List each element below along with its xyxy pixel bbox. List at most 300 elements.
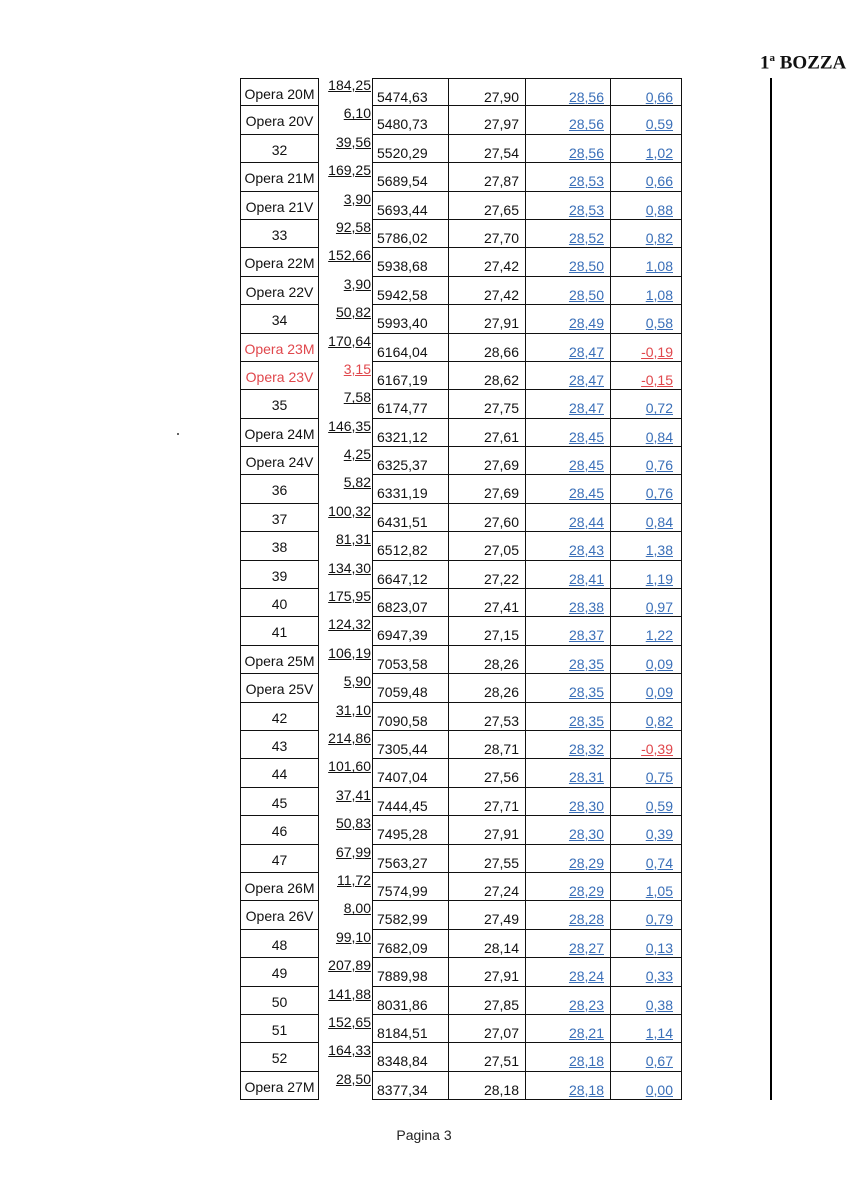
elevation-difference-value: 1,22 bbox=[645, 627, 673, 644]
table-row bbox=[0, 475, 848, 503]
ground-elevation-cell: 27,15 bbox=[449, 617, 526, 645]
reference-elevation-value: 28,45 bbox=[568, 457, 604, 474]
table-row bbox=[0, 163, 848, 191]
table-row bbox=[0, 135, 848, 163]
cumulative-distance-cell: 6164,04 bbox=[372, 334, 449, 362]
reference-elevation-value: 28,31 bbox=[568, 769, 604, 786]
reference-elevation-cell bbox=[526, 135, 611, 163]
elevation-difference-cell bbox=[611, 930, 682, 958]
section-name-cell: 32 bbox=[240, 135, 319, 163]
reference-elevation-value: 28,45 bbox=[568, 428, 604, 445]
reference-elevation-value: 28,50 bbox=[568, 286, 604, 303]
ground-elevation-cell: 27,49 bbox=[449, 901, 526, 929]
partial-distance-cell bbox=[320, 561, 372, 589]
partial-distance-value: 28,50 bbox=[335, 1070, 371, 1087]
cumulative-distance-cell: 5520,29 bbox=[372, 135, 449, 163]
reference-elevation-value: 28,35 bbox=[568, 655, 604, 672]
partial-distance-cell bbox=[320, 845, 372, 873]
elevation-difference-value: 0,59 bbox=[645, 116, 673, 133]
partial-distance-cell bbox=[320, 305, 372, 333]
section-name-cell: 37 bbox=[240, 504, 319, 532]
elevation-difference-cell bbox=[611, 305, 682, 333]
section-name-cell: Opera 20V bbox=[240, 106, 319, 134]
elevation-difference-value: 1,19 bbox=[645, 570, 673, 587]
ground-elevation-cell: 27,91 bbox=[449, 958, 526, 986]
cumulative-distance-cell: 7305,44 bbox=[372, 731, 449, 759]
section-name-cell: Opera 25V bbox=[240, 674, 319, 702]
partial-distance-cell bbox=[320, 703, 372, 731]
reference-elevation-cell bbox=[526, 788, 611, 816]
elevation-difference-value: 0,82 bbox=[645, 229, 673, 246]
cumulative-distance-cell: 8348,84 bbox=[372, 1043, 449, 1071]
reference-elevation-value: 28,47 bbox=[568, 400, 604, 417]
cumulative-distance-cell: 6431,51 bbox=[372, 504, 449, 532]
section-name-cell: 42 bbox=[240, 703, 319, 731]
table-row bbox=[0, 390, 848, 418]
reference-elevation-value: 28,35 bbox=[568, 712, 604, 729]
section-name-cell: 33 bbox=[240, 220, 319, 248]
reference-elevation-cell bbox=[526, 504, 611, 532]
section-name-cell: 45 bbox=[240, 788, 319, 816]
cumulative-distance-cell: 7495,28 bbox=[372, 816, 449, 844]
elevation-difference-value: 0,38 bbox=[645, 996, 673, 1013]
partial-distance-cell bbox=[320, 362, 372, 390]
reference-elevation-cell bbox=[526, 901, 611, 929]
section-name-cell: 48 bbox=[240, 930, 319, 958]
partial-distance-cell bbox=[320, 1015, 372, 1043]
cumulative-distance-cell: 6325,37 bbox=[372, 447, 449, 475]
reference-elevation-cell bbox=[526, 419, 611, 447]
reference-elevation-cell bbox=[526, 475, 611, 503]
elevation-difference-value: 1,02 bbox=[645, 144, 673, 161]
reference-elevation-cell bbox=[526, 759, 611, 787]
table-row bbox=[0, 192, 848, 220]
reference-elevation-value: 28,32 bbox=[568, 740, 604, 757]
reference-elevation-cell bbox=[526, 163, 611, 191]
cumulative-distance-cell: 6321,12 bbox=[372, 419, 449, 447]
elevation-difference-cell bbox=[611, 475, 682, 503]
partial-distance-cell bbox=[320, 646, 372, 674]
reference-elevation-value: 28,30 bbox=[568, 826, 604, 843]
partial-distance-cell bbox=[320, 447, 372, 475]
reference-elevation-value: 28,37 bbox=[568, 627, 604, 644]
section-name-cell: 47 bbox=[240, 845, 319, 873]
table-row bbox=[0, 362, 848, 390]
section-name-cell: Opera 26V bbox=[240, 901, 319, 929]
partial-distance-value: 5,90 bbox=[343, 673, 371, 690]
partial-distance-cell bbox=[320, 106, 372, 134]
reference-elevation-cell bbox=[526, 78, 611, 106]
elevation-difference-cell bbox=[611, 504, 682, 532]
elevation-difference-cell bbox=[611, 390, 682, 418]
elevation-difference-value: 0,79 bbox=[645, 911, 673, 928]
partial-distance-cell bbox=[320, 816, 372, 844]
partial-distance-value: 124,32 bbox=[328, 616, 371, 633]
ground-elevation-cell: 27,87 bbox=[449, 163, 526, 191]
cumulative-distance-cell: 7407,04 bbox=[372, 759, 449, 787]
section-name-cell: Opera 23V bbox=[240, 362, 319, 390]
section-name-cell: 44 bbox=[240, 759, 319, 787]
partial-distance-cell bbox=[320, 759, 372, 787]
ground-elevation-cell: 27,97 bbox=[449, 106, 526, 134]
partial-distance-value: 4,25 bbox=[343, 446, 371, 463]
elevation-difference-cell bbox=[611, 674, 682, 702]
reference-elevation-value: 28,47 bbox=[568, 371, 604, 388]
reference-elevation-value: 28,56 bbox=[568, 144, 604, 161]
elevation-difference-value: 0,84 bbox=[645, 513, 673, 530]
table-row bbox=[0, 561, 848, 589]
cumulative-distance-cell: 5474,63 bbox=[372, 78, 449, 106]
reference-elevation-cell bbox=[526, 816, 611, 844]
section-name-cell: Opera 21V bbox=[240, 192, 319, 220]
ground-elevation-cell: 27,22 bbox=[449, 561, 526, 589]
reference-elevation-value: 28,56 bbox=[568, 89, 604, 105]
partial-distance-value: 170,64 bbox=[328, 332, 371, 349]
elevation-difference-cell bbox=[611, 845, 682, 873]
reference-elevation-value: 28,41 bbox=[568, 570, 604, 587]
elevation-difference-value: 0,74 bbox=[645, 854, 673, 871]
partial-distance-cell bbox=[320, 390, 372, 418]
partial-distance-value: 92,58 bbox=[335, 218, 371, 235]
partial-distance-cell bbox=[320, 958, 372, 986]
reference-elevation-value: 28,50 bbox=[568, 258, 604, 275]
elevation-difference-cell bbox=[611, 78, 682, 106]
cumulative-distance-cell: 8031,86 bbox=[372, 987, 449, 1015]
partial-distance-value: 106,19 bbox=[328, 644, 371, 661]
cumulative-distance-cell: 7582,99 bbox=[372, 901, 449, 929]
partial-distance-value: 50,83 bbox=[335, 815, 371, 832]
reference-elevation-cell bbox=[526, 532, 611, 560]
cumulative-distance-cell: 8184,51 bbox=[372, 1015, 449, 1043]
elevation-difference-cell bbox=[611, 901, 682, 929]
partial-distance-value: 207,89 bbox=[328, 957, 371, 974]
elevation-difference-cell bbox=[611, 334, 682, 362]
section-name-cell: 40 bbox=[240, 589, 319, 617]
elevation-difference-cell bbox=[611, 277, 682, 305]
section-name-cell: 38 bbox=[240, 532, 319, 560]
ground-elevation-cell: 27,61 bbox=[449, 419, 526, 447]
cumulative-distance-cell: 8377,34 bbox=[372, 1072, 449, 1100]
partial-distance-cell bbox=[320, 901, 372, 929]
elevation-difference-cell bbox=[611, 532, 682, 560]
reference-elevation-cell bbox=[526, 703, 611, 731]
elevation-difference-cell bbox=[611, 135, 682, 163]
elevation-difference-value: 0,97 bbox=[645, 599, 673, 616]
partial-distance-value: 100,32 bbox=[328, 502, 371, 519]
section-name-cell: Opera 22V bbox=[240, 277, 319, 305]
elevation-difference-cell bbox=[611, 987, 682, 1015]
ground-elevation-cell: 27,56 bbox=[449, 759, 526, 787]
partial-distance-value: 152,65 bbox=[328, 1013, 371, 1030]
table-row bbox=[0, 901, 848, 929]
table-row bbox=[0, 873, 848, 901]
partial-distance-value: 184,25 bbox=[328, 77, 371, 93]
elevation-difference-value: 1,14 bbox=[645, 1024, 673, 1041]
ground-elevation-cell: 28,71 bbox=[449, 731, 526, 759]
reference-elevation-cell bbox=[526, 589, 611, 617]
ground-elevation-cell: 27,91 bbox=[449, 305, 526, 333]
ground-elevation-cell: 27,42 bbox=[449, 248, 526, 276]
elevation-difference-cell bbox=[611, 163, 682, 191]
table-row bbox=[0, 248, 848, 276]
reference-elevation-cell bbox=[526, 1015, 611, 1043]
section-name-cell: 35 bbox=[240, 390, 319, 418]
reference-elevation-cell bbox=[526, 248, 611, 276]
partial-distance-cell bbox=[320, 674, 372, 702]
table-row bbox=[0, 987, 848, 1015]
reference-elevation-value: 28,28 bbox=[568, 911, 604, 928]
table-row bbox=[0, 532, 848, 560]
partial-distance-value: 101,60 bbox=[328, 758, 371, 775]
ground-elevation-cell: 27,65 bbox=[449, 192, 526, 220]
table-row bbox=[0, 816, 848, 844]
cumulative-distance-cell: 5786,02 bbox=[372, 220, 449, 248]
ground-elevation-cell: 27,54 bbox=[449, 135, 526, 163]
section-name-cell: Opera 26M bbox=[240, 873, 319, 901]
section-name-cell: Opera 22M bbox=[240, 248, 319, 276]
reference-elevation-value: 28,56 bbox=[568, 116, 604, 133]
partial-distance-cell bbox=[320, 873, 372, 901]
elevation-difference-value: 0,82 bbox=[645, 712, 673, 729]
elevation-difference-value: 1,38 bbox=[645, 542, 673, 559]
partial-distance-cell bbox=[320, 731, 372, 759]
stamp-number: 1 bbox=[760, 52, 770, 74]
elevation-difference-value: 1,08 bbox=[645, 258, 673, 275]
elevation-difference-value: 0,33 bbox=[645, 968, 673, 985]
section-name-cell: 46 bbox=[240, 816, 319, 844]
table-row bbox=[0, 788, 848, 816]
cumulative-distance-cell: 7574,99 bbox=[372, 873, 449, 901]
reference-elevation-cell bbox=[526, 1043, 611, 1071]
elevation-difference-cell bbox=[611, 759, 682, 787]
table-row bbox=[0, 504, 848, 532]
reference-elevation-value: 28,53 bbox=[568, 201, 604, 218]
ground-elevation-cell: 27,69 bbox=[449, 447, 526, 475]
reference-elevation-cell bbox=[526, 731, 611, 759]
table-row bbox=[0, 1015, 848, 1043]
table-row bbox=[0, 731, 848, 759]
ground-elevation-cell: 27,85 bbox=[449, 987, 526, 1015]
profile-table bbox=[0, 78, 848, 1100]
table-row bbox=[0, 958, 848, 986]
elevation-difference-value: -0,19 bbox=[641, 343, 673, 360]
partial-distance-value: 31,10 bbox=[335, 701, 371, 718]
ground-elevation-cell: 28,62 bbox=[449, 362, 526, 390]
reference-elevation-value: 28,21 bbox=[568, 1024, 604, 1041]
partial-distance-cell bbox=[320, 788, 372, 816]
reference-elevation-cell bbox=[526, 987, 611, 1015]
table-row bbox=[0, 674, 848, 702]
ground-elevation-cell: 27,42 bbox=[449, 277, 526, 305]
section-name-cell: Opera 27M bbox=[240, 1072, 319, 1100]
cumulative-distance-cell: 5689,54 bbox=[372, 163, 449, 191]
partial-distance-cell bbox=[320, 532, 372, 560]
elevation-difference-value: 0,09 bbox=[645, 655, 673, 672]
partial-distance-cell bbox=[320, 987, 372, 1015]
partial-distance-value: 7,58 bbox=[343, 389, 371, 406]
section-name-cell: 43 bbox=[240, 731, 319, 759]
elevation-difference-cell bbox=[611, 816, 682, 844]
stamp-superscript: a bbox=[769, 52, 775, 64]
table-row bbox=[0, 1043, 848, 1071]
table-row bbox=[0, 845, 848, 873]
elevation-difference-value: 0,76 bbox=[645, 485, 673, 502]
ground-elevation-cell: 28,26 bbox=[449, 646, 526, 674]
reference-elevation-cell bbox=[526, 873, 611, 901]
reference-elevation-cell bbox=[526, 305, 611, 333]
partial-distance-value: 3,90 bbox=[343, 275, 371, 292]
partial-distance-value: 99,10 bbox=[335, 928, 371, 945]
partial-distance-cell bbox=[320, 930, 372, 958]
ground-elevation-cell: 28,66 bbox=[449, 334, 526, 362]
ground-elevation-cell: 27,51 bbox=[449, 1043, 526, 1071]
elevation-difference-value: 0,59 bbox=[645, 797, 673, 814]
reference-elevation-value: 28,53 bbox=[568, 173, 604, 190]
reference-elevation-cell bbox=[526, 646, 611, 674]
ground-elevation-cell: 27,91 bbox=[449, 816, 526, 844]
table-row bbox=[0, 930, 848, 958]
partial-distance-value: 6,10 bbox=[343, 105, 371, 122]
ground-elevation-cell: 27,24 bbox=[449, 873, 526, 901]
partial-distance-value: 3,15 bbox=[343, 360, 371, 377]
partial-distance-cell bbox=[320, 192, 372, 220]
elevation-difference-value: 0,66 bbox=[645, 173, 673, 190]
partial-distance-cell bbox=[320, 78, 372, 106]
table-row bbox=[0, 334, 848, 362]
cumulative-distance-cell: 7053,58 bbox=[372, 646, 449, 674]
partial-distance-value: 169,25 bbox=[328, 162, 371, 179]
section-name-cell: 51 bbox=[240, 1015, 319, 1043]
reference-elevation-value: 28,30 bbox=[568, 797, 604, 814]
reference-elevation-value: 28,47 bbox=[568, 343, 604, 360]
draft-stamp bbox=[760, 52, 848, 74]
reference-elevation-cell bbox=[526, 845, 611, 873]
reference-elevation-cell bbox=[526, 447, 611, 475]
elevation-difference-value: 1,05 bbox=[645, 882, 673, 899]
reference-elevation-value: 28,49 bbox=[568, 315, 604, 332]
reference-elevation-cell bbox=[526, 220, 611, 248]
reference-elevation-value: 28,29 bbox=[568, 882, 604, 899]
partial-distance-cell bbox=[320, 1072, 372, 1100]
partial-distance-value: 37,41 bbox=[335, 786, 371, 803]
cumulative-distance-cell: 6167,19 bbox=[372, 362, 449, 390]
partial-distance-value: 214,86 bbox=[328, 729, 371, 746]
partial-distance-value: 134,30 bbox=[328, 559, 371, 576]
ground-elevation-cell: 27,41 bbox=[449, 589, 526, 617]
reference-elevation-cell bbox=[526, 1072, 611, 1100]
reference-elevation-cell bbox=[526, 930, 611, 958]
reference-elevation-cell bbox=[526, 277, 611, 305]
partial-distance-value: 175,95 bbox=[328, 588, 371, 605]
partial-distance-cell bbox=[320, 589, 372, 617]
section-name-cell: 41 bbox=[240, 617, 319, 645]
table-row bbox=[0, 419, 848, 447]
partial-distance-value: 146,35 bbox=[328, 417, 371, 434]
ground-elevation-cell: 27,75 bbox=[449, 390, 526, 418]
partial-distance-cell bbox=[320, 135, 372, 163]
cumulative-distance-cell: 6512,82 bbox=[372, 532, 449, 560]
ground-elevation-cell: 27,07 bbox=[449, 1015, 526, 1043]
partial-distance-cell bbox=[320, 163, 372, 191]
partial-distance-cell bbox=[320, 1043, 372, 1071]
elevation-difference-value: 0,72 bbox=[645, 400, 673, 417]
partial-distance-cell bbox=[320, 277, 372, 305]
cumulative-distance-cell: 6174,77 bbox=[372, 390, 449, 418]
ground-elevation-cell: 27,60 bbox=[449, 504, 526, 532]
elevation-difference-cell bbox=[611, 731, 682, 759]
elevation-difference-value: 0,88 bbox=[645, 201, 673, 218]
table-row bbox=[0, 703, 848, 731]
table-row bbox=[0, 589, 848, 617]
elevation-difference-value: 0,58 bbox=[645, 315, 673, 332]
partial-distance-value: 50,82 bbox=[335, 304, 371, 321]
ground-elevation-cell: 28,18 bbox=[449, 1072, 526, 1100]
elevation-difference-value: -0,39 bbox=[641, 740, 673, 757]
section-name-cell: Opera 21M bbox=[240, 163, 319, 191]
reference-elevation-cell bbox=[526, 561, 611, 589]
cumulative-distance-cell: 7059,48 bbox=[372, 674, 449, 702]
table-row bbox=[0, 447, 848, 475]
elevation-difference-value: 0,75 bbox=[645, 769, 673, 786]
elevation-difference-value: 0,66 bbox=[645, 89, 673, 105]
reference-elevation-cell bbox=[526, 958, 611, 986]
reference-elevation-value: 28,44 bbox=[568, 513, 604, 530]
cumulative-distance-cell: 5993,40 bbox=[372, 305, 449, 333]
table-row bbox=[0, 646, 848, 674]
section-name-cell: 52 bbox=[240, 1043, 319, 1071]
elevation-difference-cell bbox=[611, 703, 682, 731]
elevation-difference-cell bbox=[611, 220, 682, 248]
elevation-difference-cell bbox=[611, 419, 682, 447]
ground-elevation-cell: 27,53 bbox=[449, 703, 526, 731]
partial-distance-value: 141,88 bbox=[328, 985, 371, 1002]
section-name-cell: Opera 20M bbox=[240, 78, 319, 106]
elevation-difference-value: 0,39 bbox=[645, 826, 673, 843]
partial-distance-value: 8,00 bbox=[343, 900, 371, 917]
reference-elevation-cell bbox=[526, 362, 611, 390]
elevation-difference-value: 1,08 bbox=[645, 286, 673, 303]
cumulative-distance-cell: 7444,45 bbox=[372, 788, 449, 816]
partial-distance-cell bbox=[320, 504, 372, 532]
partial-distance-cell bbox=[320, 617, 372, 645]
partial-distance-cell bbox=[320, 475, 372, 503]
elevation-difference-cell bbox=[611, 248, 682, 276]
table-row bbox=[0, 220, 848, 248]
cumulative-distance-cell: 6947,39 bbox=[372, 617, 449, 645]
elevation-difference-value: -0,15 bbox=[641, 371, 673, 388]
reference-elevation-value: 28,29 bbox=[568, 854, 604, 871]
partial-distance-value: 152,66 bbox=[328, 247, 371, 264]
section-name-cell: 49 bbox=[240, 958, 319, 986]
table-row bbox=[0, 305, 848, 333]
cumulative-distance-cell: 7889,98 bbox=[372, 958, 449, 986]
partial-distance-value: 3,90 bbox=[343, 190, 371, 207]
reference-elevation-cell bbox=[526, 674, 611, 702]
cumulative-distance-cell: 5938,68 bbox=[372, 248, 449, 276]
stamp-text: BOZZA bbox=[779, 52, 847, 74]
cumulative-distance-cell: 7682,09 bbox=[372, 930, 449, 958]
table-row bbox=[0, 759, 848, 787]
partial-distance-value: 39,56 bbox=[335, 133, 371, 150]
partial-distance-value: 5,82 bbox=[343, 474, 371, 491]
section-name-cell: 34 bbox=[240, 305, 319, 333]
reference-elevation-cell bbox=[526, 106, 611, 134]
reference-elevation-value: 28,35 bbox=[568, 684, 604, 701]
cumulative-distance-cell: 7563,27 bbox=[372, 845, 449, 873]
cumulative-distance-cell: 6647,12 bbox=[372, 561, 449, 589]
elevation-difference-cell bbox=[611, 1072, 682, 1100]
reference-elevation-cell bbox=[526, 617, 611, 645]
